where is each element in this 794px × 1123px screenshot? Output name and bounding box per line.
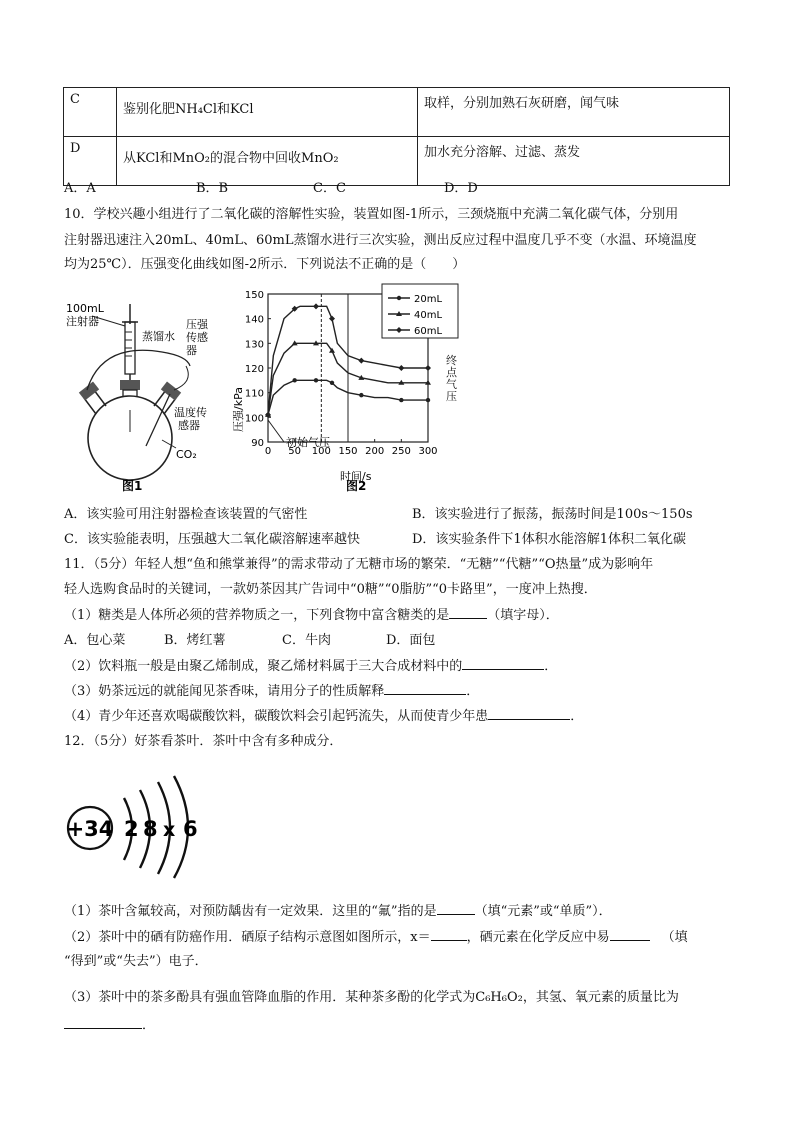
three-neck-flask <box>88 396 172 480</box>
x-tick-label: 100 <box>311 446 331 457</box>
fig2-caption: 图2 <box>346 479 367 493</box>
q12-part3-answer: ． <box>64 1014 155 1033</box>
water-label: 蒸馏水 <box>142 330 175 343</box>
data-point <box>359 393 363 397</box>
q10-option-d[interactable]: D．该实验条件下1体积水能溶解1体积二氧化碳 <box>412 532 686 547</box>
chart-y-label: 压强/kPa <box>232 387 245 432</box>
data-point <box>426 398 430 402</box>
nucleus-charge: +34 <box>66 817 114 841</box>
data-point <box>398 365 404 371</box>
q11-part1 <box>64 604 559 623</box>
q11-part2: （2）饮料瓶一般是由聚乙烯制成，聚乙烯材料属于三大合成材料中的 ． <box>64 659 558 674</box>
answer-blank[interactable] <box>488 707 570 720</box>
row-purpose: 从KCl和MnO₂的混合物中回收MnO₂ <box>117 137 418 186</box>
shell-electrons-3: x <box>163 819 176 841</box>
q12-part1: （1）茶叶含氟较高，对预防龋齿有一定效果．这里的“氟”指的是 （填“元素”或“单质”）． <box>64 904 612 919</box>
q11-option-c[interactable]: C．牛肉 <box>282 633 331 648</box>
x-tick-label: 300 <box>418 446 438 457</box>
data-point <box>399 398 403 402</box>
x-tick-label: 0 <box>264 446 272 457</box>
chart-x-label: 时间/s <box>340 470 372 483</box>
row-purpose: 鉴别化肥NH₄Cl和KCl <box>117 88 418 137</box>
selenium-atom-diagram <box>62 768 222 880</box>
q12-part3: （3）茶叶中的茶多酚具有强血管降血脂的作用．某种茶多酚的化学式为C₆H₆O₂，其氢、氧元素的质量比为 <box>64 990 679 1005</box>
pressure-sensor-label: 压强传感器 <box>186 318 208 357</box>
q11-part4-text: （4）青少年还喜欢喝碳酸饮料，碳酸饮料会引起钙流失，从而使青少年患 <box>64 709 489 724</box>
answer-blank[interactable] <box>64 1016 142 1029</box>
y-tick-label: 140 <box>244 314 264 326</box>
answer-blank[interactable] <box>449 606 487 619</box>
q11-part3-text: （3）奶茶远远的就能闻见茶香味，请用分子的性质解释 <box>64 684 385 699</box>
row-letter: C <box>64 88 117 137</box>
data-point <box>358 358 364 364</box>
data-point <box>329 316 335 322</box>
shell-electrons-4: 6 <box>183 817 198 841</box>
q11-option-a[interactable]: A．包心菜 <box>64 633 126 648</box>
legend-label: 40mL <box>414 310 443 321</box>
q11-part3: （3）奶茶远远的就能闻见茶香味，请用分子的性质解释 ． <box>64 684 480 699</box>
q11-option-d[interactable]: D．面包 <box>386 633 436 648</box>
y-tick-label: 120 <box>244 364 264 375</box>
data-point <box>313 303 319 309</box>
q9-option-a[interactable]: A．A <box>64 181 96 196</box>
table-row-c <box>64 88 730 137</box>
fig1-caption: 图1 <box>122 479 143 493</box>
annotation-initial-pressure: 初始气压 <box>286 436 330 449</box>
x-tick-label: 150 <box>338 446 358 457</box>
q12-part2-cont: “得到”或“失去”）电子． <box>64 954 208 969</box>
q9-option-c[interactable]: C．C <box>313 181 346 196</box>
shell-electrons-1: 2 <box>124 817 139 841</box>
legend-label: 60mL <box>414 326 443 337</box>
q10-option-b[interactable]: B．该实验进行了振荡，振荡时间是100s～150s <box>412 507 693 522</box>
y-tick-label: 110 <box>244 388 264 400</box>
row-letter: D <box>64 137 117 186</box>
q11-stem-line1: 11．（5分）年轻人想“鱼和熊掌兼得”的需求带动了无糖市场的繁荣．“无糖”“代糖”“O热量”成为影响年 <box>64 557 654 572</box>
q11-option-b[interactable]: B．烤红薯 <box>164 633 226 648</box>
syringe-label: 100mL 注射器 <box>66 302 104 328</box>
data-point <box>314 378 318 382</box>
q12-stem: 12．（5分）好茶看茶叶．茶叶中含有多种成分． <box>64 734 343 749</box>
q11-part2-text: （2）饮料瓶一般是由聚乙烯制成，聚乙烯材料属于三大合成材料中的 <box>64 659 463 674</box>
x-tick-label: 50 <box>288 446 302 457</box>
data-point <box>425 365 431 371</box>
q10-stem-line2: 注射器迅速注入20mL、40mL、60mL蒸馏水进行三次实验，测出反应过程中温度几乎不变（水温、环境温度 <box>64 233 697 248</box>
annotation-arrow <box>268 420 284 442</box>
row-method: 取样，分别加熟石灰研磨，闻气味 <box>418 88 730 137</box>
table-row-d <box>64 137 730 186</box>
q10-stem-line1: 10．学校兴趣小组进行了二氧化碳的溶解性实验，装置如图-1所示，三颈烧瓶中充满二氧化碳气体，分别用 <box>64 207 679 222</box>
shell-electrons-2: 8 <box>143 817 158 841</box>
q12-part2: （2）茶叶中的硒有防癌作用．硒原子结构示意图如图所示，x＝ ，硒元素在化学反应中易 （填 <box>64 930 688 945</box>
pressure-chart <box>228 282 466 494</box>
y-tick-label: 130 <box>244 339 264 351</box>
q11-part1-end: （填字母）． <box>487 608 559 623</box>
legend-marker <box>397 296 401 300</box>
q10-option-c[interactable]: C．该实验能表明，压强越大二氧化碳溶解速率越快 <box>64 532 360 547</box>
answer-blank[interactable] <box>462 657 544 670</box>
row-method: 加水充分溶解、过滤、蒸发 <box>418 137 730 186</box>
q11-part4: （4）青少年还喜欢喝碳酸饮料，碳酸饮料会引起钙流失，从而使青少年患 ． <box>64 709 584 724</box>
q9-option-b[interactable]: B．B <box>196 181 229 196</box>
legend-label: 20mL <box>414 294 443 305</box>
q10-option-a[interactable]: A．该实验可用注射器检查该装置的气密性 <box>64 507 308 522</box>
y-tick-label: 100 <box>244 413 264 425</box>
q10-stem-line3: 均为25℃）．压强变化曲线如图-2所示．下列说法不正确的是（ ） <box>64 257 466 272</box>
x-tick-label: 250 <box>391 446 411 457</box>
stopper <box>120 380 140 390</box>
options-table <box>63 87 730 186</box>
answer-blank[interactable] <box>431 928 467 941</box>
answer-blank[interactable] <box>384 682 466 695</box>
answer-blank[interactable] <box>437 902 475 915</box>
q11-part1-text: （1）糖类是人体所必须的营养物质之一，下列食物中富含糖类的是 <box>64 608 450 623</box>
x-tick-label: 200 <box>365 446 385 457</box>
q11-stem-line2: 轻人选购食品时的关键词，一款奶茶因其广告词中“0糖”“0脂肪”“0卡路里”，一度冲上热搜． <box>64 582 597 597</box>
annotation-end-pressure: 终点气压 <box>446 354 457 403</box>
temp-sensor-label: 温度传感器 <box>174 406 207 432</box>
data-point <box>292 378 296 382</box>
data-point <box>330 381 334 385</box>
apparatus-figure <box>62 282 242 494</box>
y-tick-label: 150 <box>244 290 264 301</box>
q9-option-d[interactable]: D．D <box>444 181 478 196</box>
co2-label: CO₂ <box>176 448 197 461</box>
y-tick-label: 90 <box>251 438 264 449</box>
answer-blank[interactable] <box>610 928 650 941</box>
